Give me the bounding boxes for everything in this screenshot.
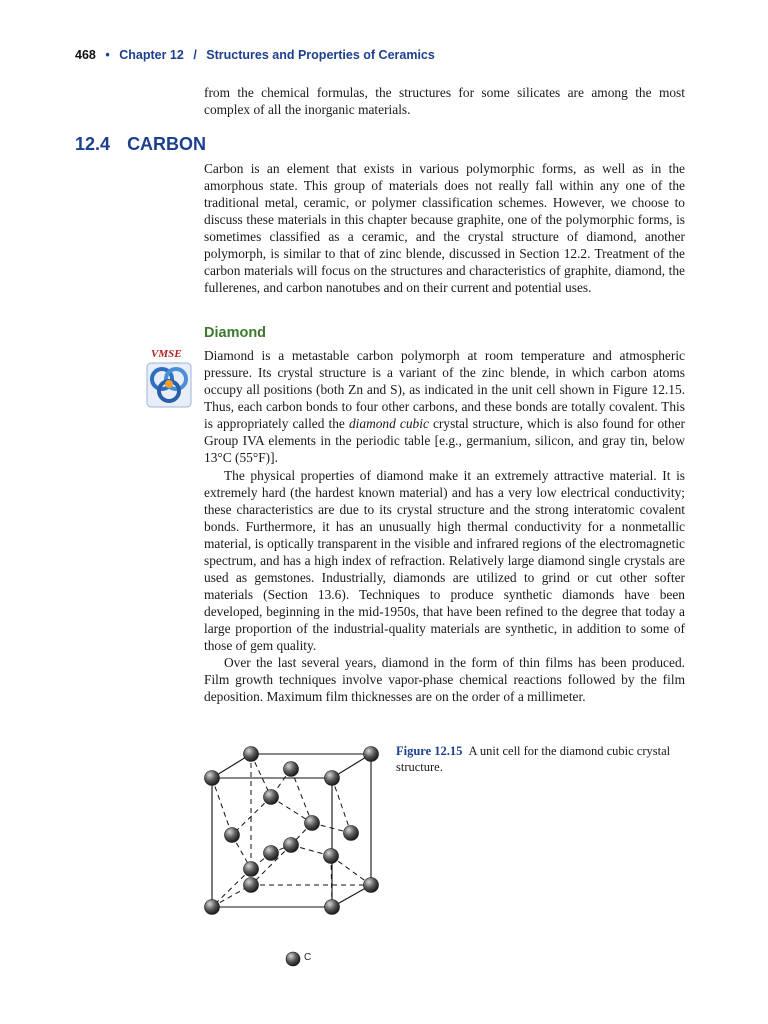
legend-label: C [304, 952, 312, 963]
diamond-paragraph-2: The physical properties of diamond make it an extremely attractive material. It is extremely hard (the hardest known material) and has a very low electrical conductivity; these characteristics are due to its crystal structure and the strong interatomic covalent bonds. Furthermore, it has an unusually high thermal conductivity for a nonmetallic material, is optically transparent in the visible and infrared regions of the electromagnetic spectrum, and has a high index of refraction. Relatively large diamond single crystals are used as gemstones. Industrially, diamonds are utilized to grind or cut other softer materials (Section 13.6). Techniques to produce synthetic diamonds have been developed, beginning in the mid-1950s, that have been refined to the degree that today a large proportion of the industrial-quality materials are synthetic, in addition to some of those of gem quality. [204, 468, 685, 653]
diamond-cubic-term: diamond cubic [348, 416, 429, 431]
diamond-p1-text-a: Diamond is a metastable carbon polymorph at room temperature and atmospheric pressure. Its crystal structure is a variant of the zinc blende, in which carbon atoms occupy all positions (both Zn and S), as indicated in the unit cell shown in Figure 12.15. Thus, each carbon bonds to four other carbons, and these bonds are totally covalent. This is appropriately called the [204, 348, 685, 431]
running-header [75, 48, 435, 62]
page-number: 468 [75, 48, 96, 62]
diamond-unit-cell-figure [195, 735, 385, 925]
carbon-paragraph: Carbon is an element that exists in various polymorphic forms, as well as in the amorphous state. This group of materials does not really fall within any one of the traditional metal, ceramic, or polymer classification schemes. However, we choose to discuss these materials in this chapter because graphite, one of the polymorphic forms, is sometimes classified as a ceramic, and the crystal structure of diamond, another polymorph, is similar to that of zinc blende, discussed in Section 12.2. Treatment of the carbon materials will focus on the structures and characteristics of graphite, diamond, the fullerenes, and carbon nanotubes and on their current and potential uses. [204, 161, 685, 295]
intro-paragraph: from the chemical formulas, the structures for some silicates are among the most complex of all the inorganic materials. [204, 85, 685, 117]
carbon-legend-icon [283, 949, 303, 969]
vmse-icon[interactable] [146, 362, 192, 408]
chapter-label: Chapter 12 [119, 48, 184, 62]
chapter-title: Structures and Properties of Ceramics [206, 48, 435, 62]
header-bullet: • [105, 48, 110, 62]
figure-caption-text: A unit cell for the diamond cubic crystal structure. [396, 744, 671, 774]
section-title: CARBON [127, 134, 207, 154]
section-number: 12.4 [75, 134, 111, 154]
diamond-p1-text-b: crystal structure, which is also found for other Group IVA elements in the periodic table [e.g., germanium, silicon, and gray tin, below 13°C (55°F)]. [204, 416, 685, 465]
header-separator: / [193, 48, 197, 62]
figure-label: Figure 12.15 [396, 744, 463, 758]
vmse-label: VMSE [151, 348, 182, 360]
figure-caption [396, 743, 686, 775]
section-heading [75, 134, 206, 155]
subsection-title: Diamond [204, 325, 267, 341]
diamond-paragraph-1 [204, 347, 685, 466]
diamond-paragraph-3: Over the last several years, diamond in the form of thin films has been produced. Film growth techniques involve vapor-phase chemical reactions followed by the film deposition. Maximum film thicknesses are on the order of a millimeter. [204, 655, 685, 704]
